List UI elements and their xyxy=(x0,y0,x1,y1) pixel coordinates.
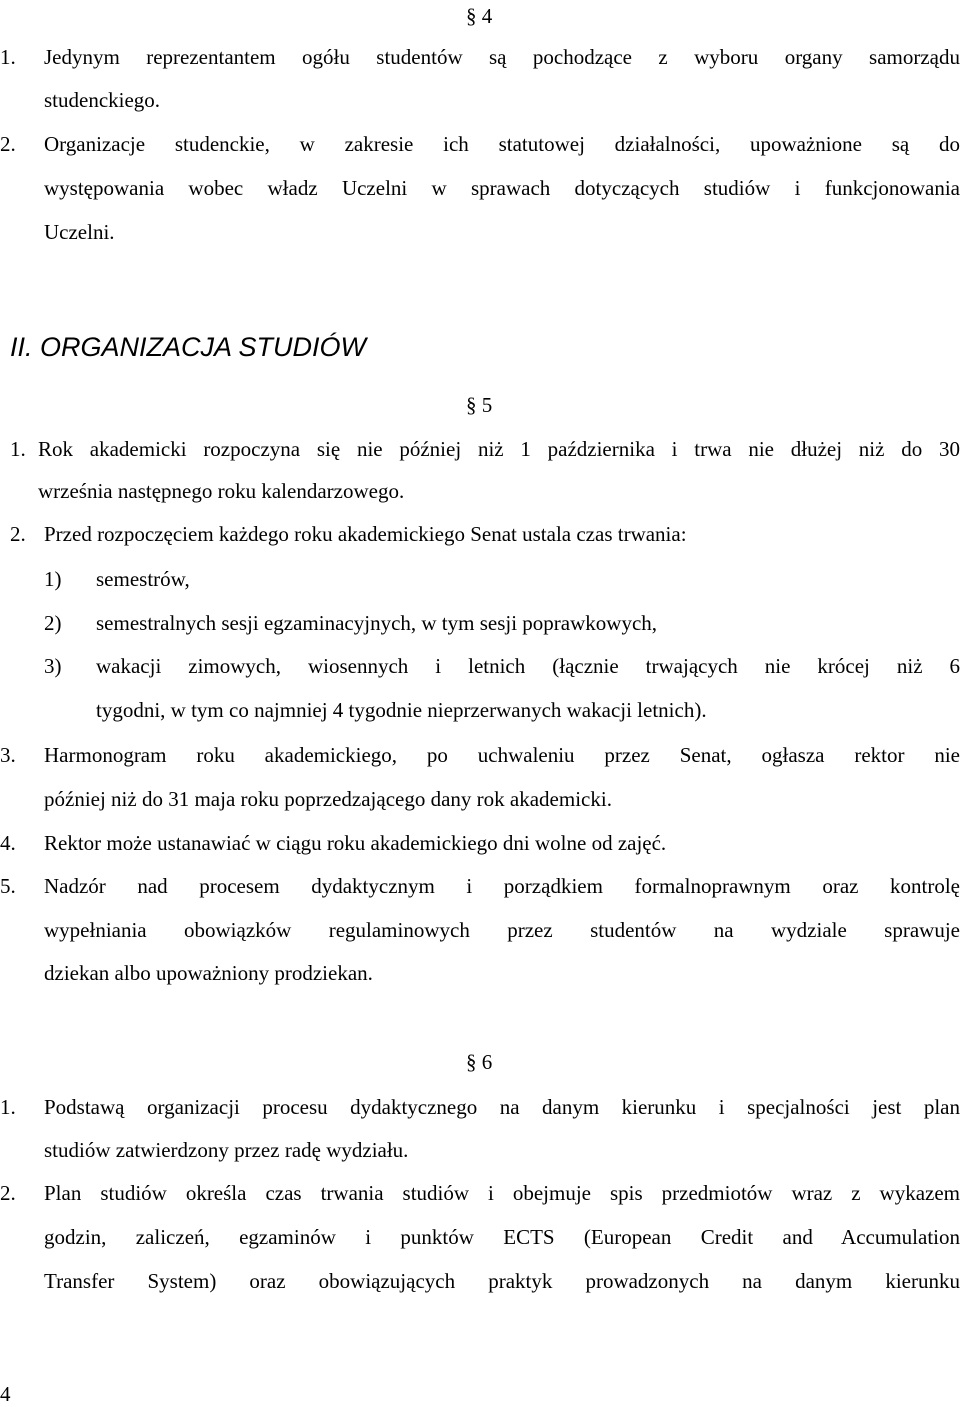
paragraph-line: Transfer System) oraz obowiązujących praktyk prowadzonych na danym kierunku xyxy=(44,1269,960,1293)
paragraph-line: Organizacje studenckie, w zakresie ich statutowej działalności, upoważnione są do xyxy=(44,132,960,156)
subitem-number: 1) xyxy=(44,567,62,591)
paragraph-line: Uczelni. xyxy=(44,220,115,244)
paragraph-line: występowania wobec władz Uczelni w sprawach dotyczących studiów i funkcjonowania xyxy=(44,176,960,200)
paragraph-line: Nadzór nad procesem dydaktycznym i porządkiem formalnoprawnym oraz kontrolę xyxy=(44,874,960,898)
paragraph-line: Podstawą organizacji procesu dydaktycznego na danym kierunku i specjalności jest plan xyxy=(44,1095,960,1119)
paragraph-line: Harmonogram roku akademickiego, po uchwaleniu przez Senat, ogłasza rektor nie xyxy=(44,743,960,767)
section-mark-4: § 4 xyxy=(466,4,493,28)
paragraph-line: studenckiego. xyxy=(44,88,161,112)
item-number: 3. xyxy=(0,743,16,767)
paragraph-line: godzin, zaliczeń, egzaminów i punktów ECTS (European Credit and Accumulation xyxy=(44,1225,960,1249)
paragraph-line: studiów zatwierdzony przez radę wydziału. xyxy=(44,1138,409,1162)
subitem-line: semestrów, xyxy=(96,567,190,591)
subitem-number: 2) xyxy=(44,611,62,635)
page-number: 4 xyxy=(0,1382,11,1406)
item-number: 1. xyxy=(0,1095,16,1119)
item-number: 2. xyxy=(10,522,26,546)
paragraph-line: Plan studiów określa czas trwania studiów i obejmuje spis przedmiotów wraz z wykazem xyxy=(44,1181,960,1205)
item-number: 2. xyxy=(0,1181,16,1205)
paragraph-line: dziekan albo upoważniony prodziekan. xyxy=(44,961,373,985)
item-number: 1. xyxy=(0,45,16,69)
subitem-line: semestralnych sesji egzaminacyjnych, w tym sesji poprawkowych, xyxy=(96,611,658,635)
item-number: 1. xyxy=(10,437,26,461)
subitem-line: wakacji zimowych, wiosennych i letnich (łącznie trwających nie krócej niż 6 xyxy=(96,654,960,678)
chapter-heading: II. ORGANIZACJA STUDIÓW xyxy=(10,332,367,362)
section-mark-5: § 5 xyxy=(466,393,493,417)
paragraph-line: później niż do 31 maja roku poprzedzającego dany rok akademicki. xyxy=(44,787,612,811)
paragraph-line: Rektor może ustanawiać w ciągu roku akademickiego dni wolne od zajęć. xyxy=(44,831,667,855)
subitem-number: 3) xyxy=(44,654,62,678)
paragraph-line: września następnego roku kalendarzowego. xyxy=(38,479,405,503)
paragraph-line: Przed rozpoczęciem każdego roku akademickiego Senat ustala czas trwania: xyxy=(44,522,687,546)
item-number: 2. xyxy=(0,132,16,156)
paragraph-line: wypełniania obowiązków regulaminowych przez studentów na wydziale sprawuje xyxy=(44,918,960,942)
paragraph-line: Rok akademicki rozpoczyna się nie później niż 1 października i trwa nie dłużej niż do 30 xyxy=(38,437,960,461)
item-number: 5. xyxy=(0,874,16,898)
paragraph-line: Jedynym reprezentantem ogółu studentów są pochodzące z wyboru organy samorządu xyxy=(44,45,960,69)
item-number: 4. xyxy=(0,831,16,855)
subitem-line: tygodni, w tym co najmniej 4 tygodnie nieprzerwanych wakacji letnich). xyxy=(96,698,707,722)
section-mark-6: § 6 xyxy=(466,1050,493,1074)
